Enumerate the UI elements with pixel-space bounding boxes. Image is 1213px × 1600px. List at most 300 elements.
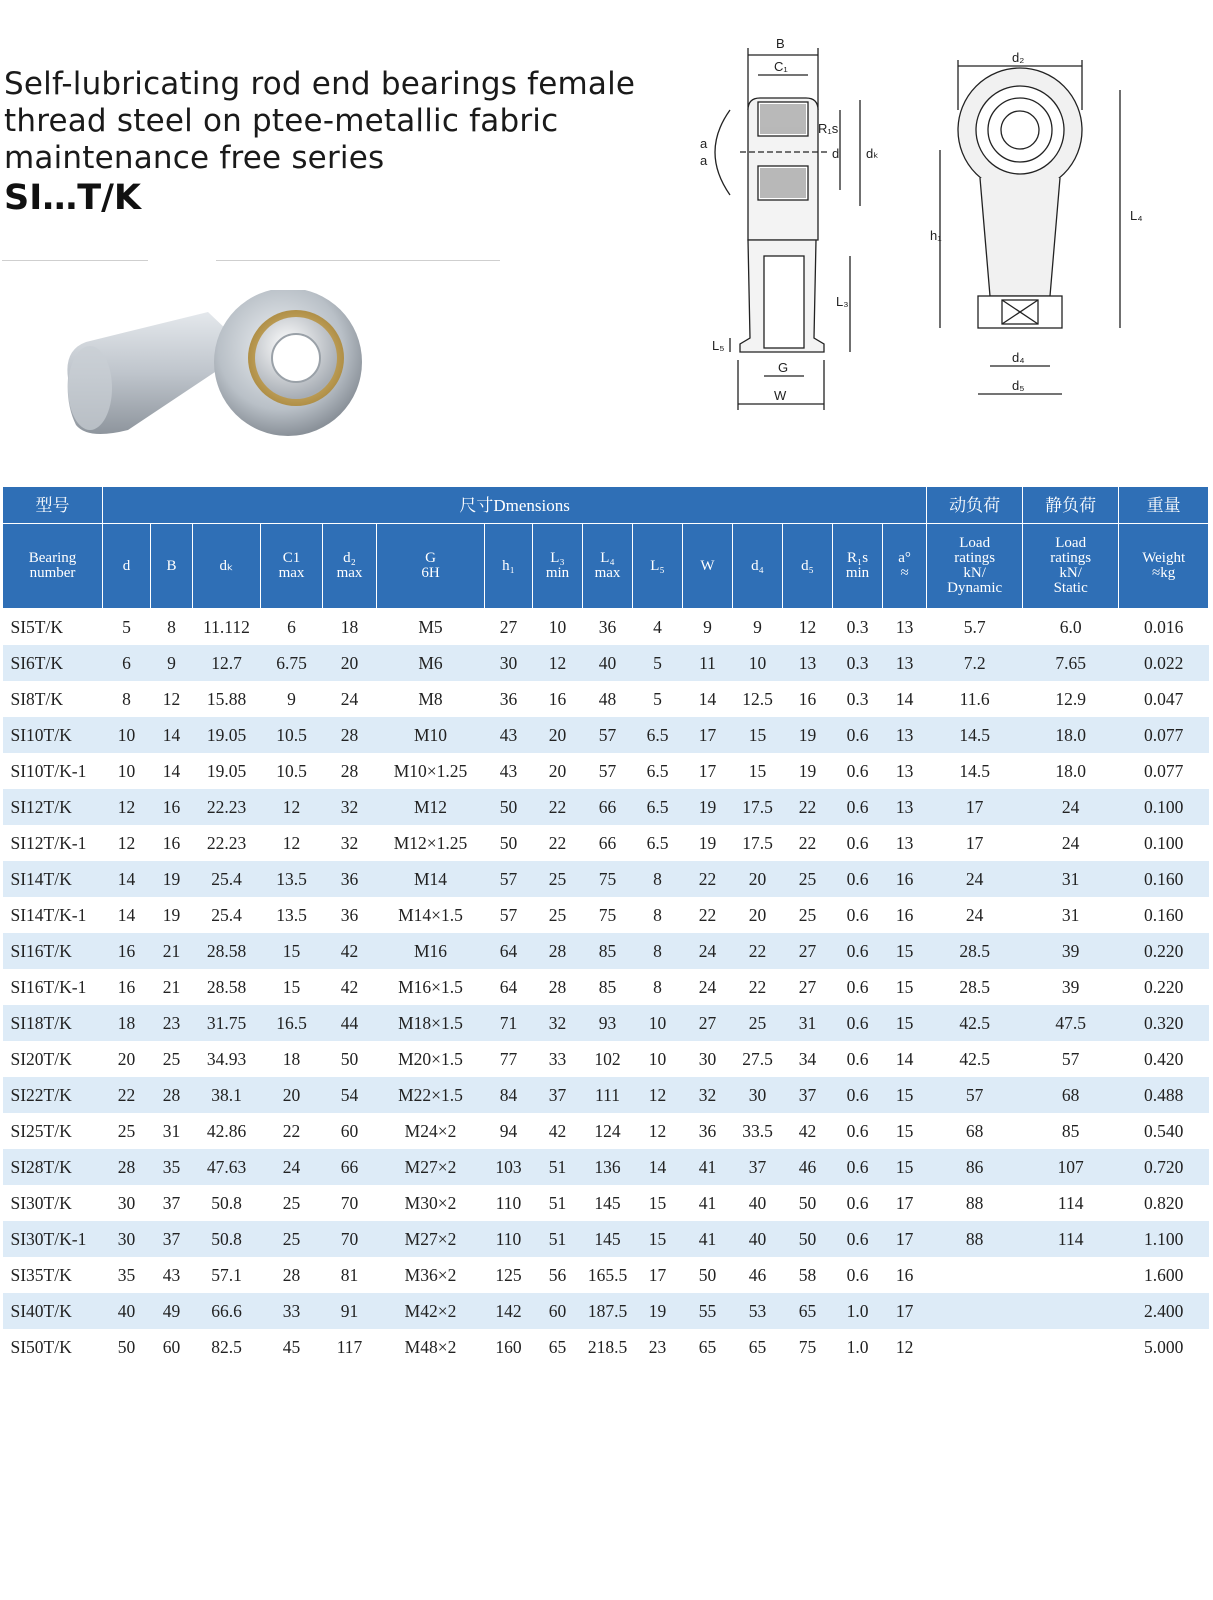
cell-h1: 77 bbox=[485, 1041, 533, 1077]
cell-d2: 18 bbox=[323, 609, 377, 646]
col-header-text: Static bbox=[1053, 580, 1088, 596]
table-row bbox=[3, 1077, 1209, 1113]
cell-l3: 42 bbox=[533, 1113, 583, 1149]
cell-h1: 50 bbox=[485, 825, 533, 861]
table-row bbox=[3, 825, 1209, 861]
cell-r1s: 0.6 bbox=[833, 1113, 883, 1149]
cell-c1: 6.75 bbox=[261, 645, 323, 681]
cell-l5: 12 bbox=[633, 1077, 683, 1113]
col-header-text: min bbox=[845, 565, 870, 581]
cell-w: 41 bbox=[683, 1221, 733, 1257]
cell-dk: 66.6 bbox=[193, 1293, 261, 1329]
cell-a: 16 bbox=[883, 861, 927, 897]
col-header-text: h₁ bbox=[502, 557, 515, 574]
cell-a: 16 bbox=[883, 1257, 927, 1293]
cell-d: 30 bbox=[103, 1185, 151, 1221]
col-header-h1 bbox=[485, 524, 533, 609]
col-header-text: ≈kg bbox=[1152, 565, 1176, 581]
cell-w: 36 bbox=[683, 1113, 733, 1149]
col-header-text: B bbox=[166, 557, 177, 574]
cell-d2: 36 bbox=[323, 897, 377, 933]
bearing-number-cell: SI35T/K bbox=[3, 1257, 103, 1293]
cell-dk: 19.05 bbox=[193, 753, 261, 789]
cell-l4: 66 bbox=[583, 825, 633, 861]
label-a-2: a bbox=[700, 153, 708, 168]
cell-g: M22×1.5 bbox=[377, 1077, 485, 1113]
cell-dk: 22.23 bbox=[193, 789, 261, 825]
cell-r1s: 1.0 bbox=[833, 1293, 883, 1329]
table-row bbox=[3, 1149, 1209, 1185]
cell-static: 24 bbox=[1023, 825, 1119, 861]
cell-d2: 36 bbox=[323, 861, 377, 897]
cell-static: 57 bbox=[1023, 1041, 1119, 1077]
table-body bbox=[3, 609, 1209, 1366]
col-header-text: C1 bbox=[282, 550, 301, 566]
bearing-number-cell: SI8T/K bbox=[3, 681, 103, 717]
cell-g: M48×2 bbox=[377, 1329, 485, 1365]
cell-l4: 57 bbox=[583, 753, 633, 789]
cell-c1: 10.5 bbox=[261, 717, 323, 753]
group-static: 静负荷 bbox=[1023, 487, 1119, 524]
cell-d2: 28 bbox=[323, 717, 377, 753]
cell-r1s: 0.6 bbox=[833, 753, 883, 789]
cell-w: 50 bbox=[683, 1257, 733, 1293]
cell-a: 17 bbox=[883, 1221, 927, 1257]
cell-l4: 40 bbox=[583, 645, 633, 681]
cell-l4: 75 bbox=[583, 897, 633, 933]
bearing-number-cell: SI12T/K bbox=[3, 789, 103, 825]
cell-d4: 27.5 bbox=[733, 1041, 783, 1077]
cell-l4: 85 bbox=[583, 969, 633, 1005]
cell-d5: 22 bbox=[783, 789, 833, 825]
cell-w: 11 bbox=[683, 645, 733, 681]
bearing-number-cell: SI12T/K-1 bbox=[3, 825, 103, 861]
cell-r1s: 0.3 bbox=[833, 609, 883, 646]
col-header-b bbox=[151, 524, 193, 609]
cell-g: M20×1.5 bbox=[377, 1041, 485, 1077]
cell-d5: 46 bbox=[783, 1149, 833, 1185]
table-row bbox=[3, 1185, 1209, 1221]
cell-a: 15 bbox=[883, 1149, 927, 1185]
cell-d2: 91 bbox=[323, 1293, 377, 1329]
table-row bbox=[3, 1329, 1209, 1365]
cell-d2: 42 bbox=[323, 969, 377, 1005]
title-line-2: thread steel on ptee-metallic fabric bbox=[4, 103, 559, 139]
cell-static: 39 bbox=[1023, 969, 1119, 1005]
cell-d5: 25 bbox=[783, 861, 833, 897]
cell-dynamic: 86 bbox=[927, 1149, 1023, 1185]
cell-l3: 16 bbox=[533, 681, 583, 717]
cell-h1: 125 bbox=[485, 1257, 533, 1293]
cell-c1: 33 bbox=[261, 1293, 323, 1329]
cell-dynamic: 14.5 bbox=[927, 753, 1023, 789]
cell-l5: 8 bbox=[633, 897, 683, 933]
cell-l5: 5 bbox=[633, 681, 683, 717]
cell-l5: 15 bbox=[633, 1185, 683, 1221]
cell-static: 68 bbox=[1023, 1077, 1119, 1113]
col-header-g bbox=[377, 524, 485, 609]
cell-d: 14 bbox=[103, 897, 151, 933]
col-header-text: W bbox=[700, 557, 715, 574]
bearing-number-cell: SI14T/K bbox=[3, 861, 103, 897]
cell-d4: 30 bbox=[733, 1077, 783, 1113]
cell-a: 13 bbox=[883, 645, 927, 681]
cell-d5: 25 bbox=[783, 897, 833, 933]
col-header-text: a° bbox=[898, 550, 911, 566]
cell-dk: 15.88 bbox=[193, 681, 261, 717]
cell-d4: 40 bbox=[733, 1185, 783, 1221]
cell-b: 37 bbox=[151, 1221, 193, 1257]
cell-l5: 6.5 bbox=[633, 753, 683, 789]
cell-dynamic: 24 bbox=[927, 861, 1023, 897]
cell-d: 8 bbox=[103, 681, 151, 717]
cell-w: 17 bbox=[683, 753, 733, 789]
cell-g: M12×1.25 bbox=[377, 825, 485, 861]
cell-weight: 0.220 bbox=[1119, 933, 1209, 969]
cell-b: 14 bbox=[151, 717, 193, 753]
cell-l4: 187.5 bbox=[583, 1293, 633, 1329]
cell-dynamic: 17 bbox=[927, 825, 1023, 861]
cell-b: 23 bbox=[151, 1005, 193, 1041]
cell-b: 12 bbox=[151, 681, 193, 717]
bearing-number-cell: SI25T/K bbox=[3, 1113, 103, 1149]
cell-l4: 66 bbox=[583, 789, 633, 825]
cell-h1: 64 bbox=[485, 933, 533, 969]
title-block bbox=[4, 66, 664, 219]
cell-g: M27×2 bbox=[377, 1149, 485, 1185]
col-header-text: Dynamic bbox=[947, 580, 1003, 596]
cell-l3: 60 bbox=[533, 1293, 583, 1329]
cell-d5: 12 bbox=[783, 609, 833, 646]
cell-d4: 25 bbox=[733, 1005, 783, 1041]
col-header-bearing-number bbox=[3, 524, 103, 609]
cell-d: 20 bbox=[103, 1041, 151, 1077]
cell-weight: 0.420 bbox=[1119, 1041, 1209, 1077]
cell-l3: 51 bbox=[533, 1221, 583, 1257]
cell-d2: 117 bbox=[323, 1329, 377, 1365]
cell-d4: 10 bbox=[733, 645, 783, 681]
cell-c1: 28 bbox=[261, 1257, 323, 1293]
label-d: d bbox=[832, 146, 840, 161]
cell-r1s: 0.6 bbox=[833, 1257, 883, 1293]
col-header-text: max bbox=[278, 565, 305, 581]
cell-d2: 66 bbox=[323, 1149, 377, 1185]
bearing-number-cell: SI16T/K bbox=[3, 933, 103, 969]
cell-l4: 93 bbox=[583, 1005, 633, 1041]
cell-weight: 0.540 bbox=[1119, 1113, 1209, 1149]
cell-dynamic bbox=[927, 1293, 1023, 1329]
cell-d5: 65 bbox=[783, 1293, 833, 1329]
cell-d: 14 bbox=[103, 861, 151, 897]
cell-static: 6.0 bbox=[1023, 609, 1119, 646]
label-R1s: R₁s bbox=[818, 121, 839, 136]
bearing-number-cell: SI30T/K bbox=[3, 1185, 103, 1221]
cell-static: 12.9 bbox=[1023, 681, 1119, 717]
cell-h1: 64 bbox=[485, 969, 533, 1005]
cell-dynamic: 11.6 bbox=[927, 681, 1023, 717]
col-header-text: min bbox=[545, 565, 570, 581]
col-header-text: Weight bbox=[1142, 550, 1186, 566]
bearing-number-cell: SI22T/K bbox=[3, 1077, 103, 1113]
cell-d4: 20 bbox=[733, 897, 783, 933]
col-header-d2 bbox=[323, 524, 377, 609]
cell-dk: 22.23 bbox=[193, 825, 261, 861]
cell-d5: 75 bbox=[783, 1329, 833, 1365]
cell-l3: 37 bbox=[533, 1077, 583, 1113]
cell-d: 50 bbox=[103, 1329, 151, 1365]
cell-d5: 19 bbox=[783, 717, 833, 753]
col-header-text: Bearing bbox=[28, 550, 77, 566]
cell-r1s: 0.6 bbox=[833, 1185, 883, 1221]
cell-dk: 38.1 bbox=[193, 1077, 261, 1113]
cell-h1: 30 bbox=[485, 645, 533, 681]
cell-d4: 9 bbox=[733, 609, 783, 646]
cell-c1: 20 bbox=[261, 1077, 323, 1113]
cell-dynamic: 88 bbox=[927, 1221, 1023, 1257]
cell-d4: 33.5 bbox=[733, 1113, 783, 1149]
cell-l5: 17 bbox=[633, 1257, 683, 1293]
cell-static: 47.5 bbox=[1023, 1005, 1119, 1041]
cell-c1: 13.5 bbox=[261, 861, 323, 897]
col-header-a bbox=[883, 524, 927, 609]
cell-d: 5 bbox=[103, 609, 151, 646]
cell-h1: 43 bbox=[485, 753, 533, 789]
cell-dk: 25.4 bbox=[193, 861, 261, 897]
cell-c1: 10.5 bbox=[261, 753, 323, 789]
cell-d5: 50 bbox=[783, 1221, 833, 1257]
cell-d5: 37 bbox=[783, 1077, 833, 1113]
col-header-text: Load bbox=[1055, 535, 1087, 551]
cell-r1s: 0.6 bbox=[833, 897, 883, 933]
cell-w: 41 bbox=[683, 1149, 733, 1185]
cell-d4: 40 bbox=[733, 1221, 783, 1257]
cell-w: 32 bbox=[683, 1077, 733, 1113]
cell-static: 39 bbox=[1023, 933, 1119, 969]
cell-l3: 22 bbox=[533, 825, 583, 861]
cell-h1: 57 bbox=[485, 897, 533, 933]
label-G: G bbox=[778, 360, 789, 375]
cell-h1: 110 bbox=[485, 1185, 533, 1221]
series-code: SI…T/K bbox=[4, 178, 142, 218]
cell-d: 40 bbox=[103, 1293, 151, 1329]
col-header-dynamic bbox=[927, 524, 1023, 609]
cell-l4: 57 bbox=[583, 717, 633, 753]
cell-r1s: 0.6 bbox=[833, 1077, 883, 1113]
col-header-text: Load bbox=[959, 535, 991, 551]
label-d2: d₂ bbox=[1012, 50, 1025, 65]
cell-dynamic: 28.5 bbox=[927, 969, 1023, 1005]
col-header-text: d₄ bbox=[751, 557, 764, 574]
cell-w: 9 bbox=[683, 609, 733, 646]
cell-dk: 25.4 bbox=[193, 897, 261, 933]
cell-l5: 6.5 bbox=[633, 789, 683, 825]
cell-g: M8 bbox=[377, 681, 485, 717]
cell-w: 14 bbox=[683, 681, 733, 717]
cell-l4: 111 bbox=[583, 1077, 633, 1113]
cell-b: 21 bbox=[151, 969, 193, 1005]
cell-r1s: 0.6 bbox=[833, 861, 883, 897]
cell-l5: 6.5 bbox=[633, 825, 683, 861]
cell-r1s: 0.6 bbox=[833, 717, 883, 753]
cell-d4: 15 bbox=[733, 717, 783, 753]
cell-g: M16 bbox=[377, 933, 485, 969]
cell-d: 18 bbox=[103, 1005, 151, 1041]
cell-c1: 15 bbox=[261, 933, 323, 969]
cell-h1: 160 bbox=[485, 1329, 533, 1365]
bearing-number-cell: SI18T/K bbox=[3, 1005, 103, 1041]
cell-weight: 5.000 bbox=[1119, 1329, 1209, 1365]
cell-d4: 20 bbox=[733, 861, 783, 897]
cell-w: 22 bbox=[683, 897, 733, 933]
cell-a: 14 bbox=[883, 681, 927, 717]
col-header-text: L₄ bbox=[600, 550, 615, 566]
col-header-r1s bbox=[833, 524, 883, 609]
cell-c1: 12 bbox=[261, 825, 323, 861]
cell-d4: 12.5 bbox=[733, 681, 783, 717]
col-header-text: d₂ bbox=[343, 550, 356, 566]
cell-d2: 20 bbox=[323, 645, 377, 681]
cell-a: 16 bbox=[883, 897, 927, 933]
cell-c1: 25 bbox=[261, 1221, 323, 1257]
cell-weight: 0.047 bbox=[1119, 681, 1209, 717]
cell-w: 65 bbox=[683, 1329, 733, 1365]
cell-w: 24 bbox=[683, 969, 733, 1005]
cell-d4: 65 bbox=[733, 1329, 783, 1365]
cell-l3: 25 bbox=[533, 897, 583, 933]
cell-d2: 44 bbox=[323, 1005, 377, 1041]
cell-l5: 8 bbox=[633, 861, 683, 897]
cell-c1: 16.5 bbox=[261, 1005, 323, 1041]
label-h1: h₁ bbox=[930, 228, 942, 243]
label-L4: L₄ bbox=[1130, 208, 1143, 223]
cell-h1: 110 bbox=[485, 1221, 533, 1257]
col-header-text: L₃ bbox=[550, 550, 565, 566]
cell-weight: 0.220 bbox=[1119, 969, 1209, 1005]
cell-d4: 53 bbox=[733, 1293, 783, 1329]
cell-l5: 10 bbox=[633, 1041, 683, 1077]
cell-dynamic: 24 bbox=[927, 897, 1023, 933]
side-section-drawing bbox=[700, 30, 900, 420]
cell-l5: 12 bbox=[633, 1113, 683, 1149]
cell-w: 55 bbox=[683, 1293, 733, 1329]
cell-g: M14×1.5 bbox=[377, 897, 485, 933]
cell-r1s: 0.3 bbox=[833, 645, 883, 681]
cell-dk: 11.112 bbox=[193, 609, 261, 646]
cell-w: 27 bbox=[683, 1005, 733, 1041]
col-header-text: ratings bbox=[1050, 550, 1092, 566]
cell-d2: 70 bbox=[323, 1185, 377, 1221]
cell-static: 31 bbox=[1023, 861, 1119, 897]
col-header-text: max bbox=[594, 565, 621, 581]
cell-l3: 65 bbox=[533, 1329, 583, 1365]
col-header-text: ≈ bbox=[900, 565, 909, 581]
cell-w: 19 bbox=[683, 789, 733, 825]
label-B: B bbox=[776, 36, 785, 51]
cell-h1: 71 bbox=[485, 1005, 533, 1041]
cell-g: M6 bbox=[377, 645, 485, 681]
cell-dynamic: 17 bbox=[927, 789, 1023, 825]
cell-b: 43 bbox=[151, 1257, 193, 1293]
cell-dk: 12.7 bbox=[193, 645, 261, 681]
cell-dynamic: 88 bbox=[927, 1185, 1023, 1221]
cell-dk: 28.58 bbox=[193, 969, 261, 1005]
cell-w: 17 bbox=[683, 717, 733, 753]
cell-l3: 25 bbox=[533, 861, 583, 897]
bearing-number-cell: SI14T/K-1 bbox=[3, 897, 103, 933]
cell-weight: 0.016 bbox=[1119, 609, 1209, 646]
cell-d4: 17.5 bbox=[733, 789, 783, 825]
cell-static: 114 bbox=[1023, 1221, 1119, 1257]
group-weight: 重量 bbox=[1119, 487, 1209, 524]
cell-d: 22 bbox=[103, 1077, 151, 1113]
cell-r1s: 0.6 bbox=[833, 825, 883, 861]
cell-g: M5 bbox=[377, 609, 485, 646]
cell-l3: 22 bbox=[533, 789, 583, 825]
col-header-text: d₅ bbox=[801, 557, 814, 574]
cell-l5: 5 bbox=[633, 645, 683, 681]
cell-d: 16 bbox=[103, 933, 151, 969]
cell-l5: 14 bbox=[633, 1149, 683, 1185]
cell-d5: 50 bbox=[783, 1185, 833, 1221]
cell-d: 6 bbox=[103, 645, 151, 681]
group-dimensions: 尺寸Dmensions bbox=[103, 487, 927, 524]
bearing-number-cell: SI5T/K bbox=[3, 609, 103, 646]
cell-static bbox=[1023, 1293, 1119, 1329]
cell-d: 10 bbox=[103, 717, 151, 753]
cell-l4: 145 bbox=[583, 1221, 633, 1257]
cell-h1: 84 bbox=[485, 1077, 533, 1113]
cell-static: 114 bbox=[1023, 1185, 1119, 1221]
cell-b: 35 bbox=[151, 1149, 193, 1185]
cell-g: M27×2 bbox=[377, 1221, 485, 1257]
cell-l5: 15 bbox=[633, 1221, 683, 1257]
cell-dk: 57.1 bbox=[193, 1257, 261, 1293]
cell-b: 60 bbox=[151, 1329, 193, 1365]
cell-static: 31 bbox=[1023, 897, 1119, 933]
table-row bbox=[3, 1113, 1209, 1149]
cell-h1: 94 bbox=[485, 1113, 533, 1149]
cell-r1s: 0.6 bbox=[833, 1221, 883, 1257]
cell-d5: 13 bbox=[783, 645, 833, 681]
cell-dk: 28.58 bbox=[193, 933, 261, 969]
cell-l3: 20 bbox=[533, 717, 583, 753]
table-row bbox=[3, 789, 1209, 825]
cell-h1: 27 bbox=[485, 609, 533, 646]
cell-h1: 103 bbox=[485, 1149, 533, 1185]
cell-b: 16 bbox=[151, 789, 193, 825]
cell-d4: 17.5 bbox=[733, 825, 783, 861]
cell-a: 17 bbox=[883, 1185, 927, 1221]
bearing-number-cell: SI20T/K bbox=[3, 1041, 103, 1077]
cell-w: 41 bbox=[683, 1185, 733, 1221]
divider-right bbox=[216, 260, 500, 261]
cell-d: 28 bbox=[103, 1149, 151, 1185]
bearing-number-cell: SI30T/K-1 bbox=[3, 1221, 103, 1257]
bearing-number-cell: SI10T/K-1 bbox=[3, 753, 103, 789]
cell-a: 15 bbox=[883, 1077, 927, 1113]
col-header-text: R₁s bbox=[846, 550, 869, 566]
cell-static: 85 bbox=[1023, 1113, 1119, 1149]
cell-l3: 12 bbox=[533, 645, 583, 681]
cell-l3: 20 bbox=[533, 753, 583, 789]
cell-d: 30 bbox=[103, 1221, 151, 1257]
cell-c1: 12 bbox=[261, 789, 323, 825]
col-header-d5 bbox=[783, 524, 833, 609]
cell-l3: 32 bbox=[533, 1005, 583, 1041]
cell-weight: 0.720 bbox=[1119, 1149, 1209, 1185]
cell-weight: 0.100 bbox=[1119, 789, 1209, 825]
cell-a: 13 bbox=[883, 609, 927, 646]
